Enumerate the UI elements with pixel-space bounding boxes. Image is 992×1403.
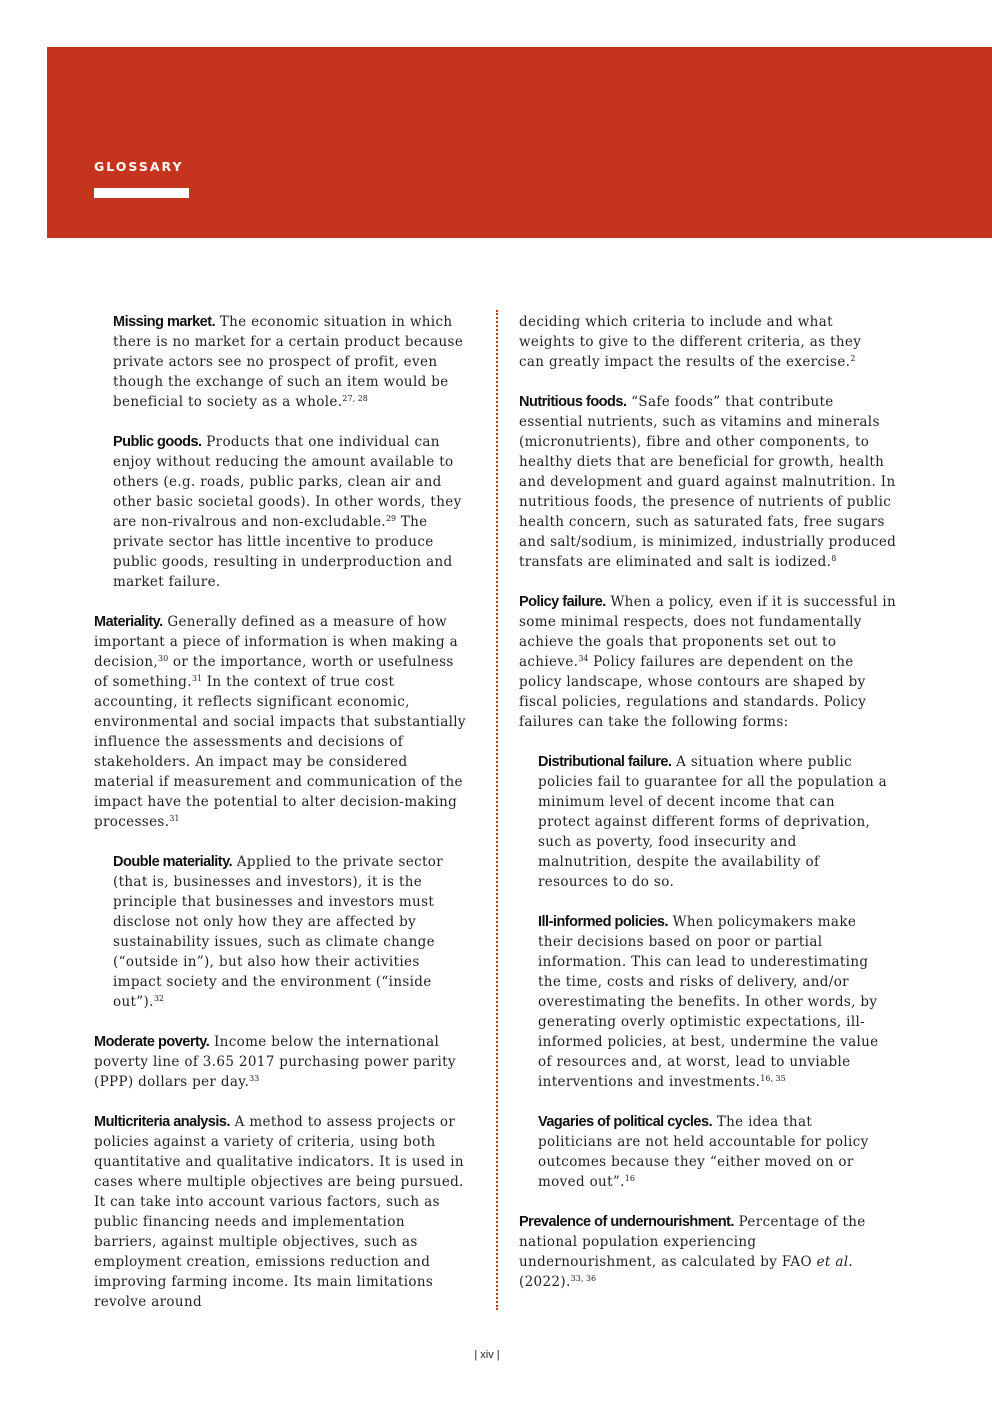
definition-ill-informed-policies: When policymakers make their decisions based on poor or partial information. This can lead to underestimating the time, costs and risks of delivery, and/or overestimating the benefits. In other words, by generating overly optimistic expectations, ill-informed policies, at best, undermine the value of resources and, at worst, lead to unviable interventions and investments. — [538, 914, 879, 1090]
term-multicriteria-analysis: Multicriteria analysis. — [94, 1114, 230, 1130]
entry-vagaries-of-political-cycles — [538, 1112, 890, 1192]
term-ill-informed-policies: Ill-informed policies. — [538, 914, 668, 930]
reference-note: 33 — [249, 1074, 260, 1083]
reference-note: 34 — [578, 654, 589, 663]
definition-materiality-cont: or the importance, worth or usefulness of something. — [94, 654, 454, 690]
italic-et-al: et al. — [816, 1254, 854, 1270]
term-distributional-failure: Distributional failure. — [538, 754, 672, 770]
entry-multicriteria-analysis — [94, 1112, 464, 1312]
definition-nutritious-foods: “Safe foods” that contribute essential nutrients, such as vitamins and minerals (micronutrients), fibre and other components, to healthy diets that are beneficial for growth, health and development and guard against malnutrition. In nutritious foods, the presence of nutrients of public health concern, such as saturated fats, free sugars and salt/sodium, is minimized, industrially produced transfats are eliminated and salt is iodized. — [519, 394, 897, 570]
reference-note: 27, 28 — [342, 394, 368, 403]
definition-public-goods-cont: The private sector has little incentive to produce public goods, resulting in underproduction and market failure. — [113, 514, 453, 590]
entry-materiality — [94, 612, 466, 832]
reference-note: 31 — [169, 814, 180, 823]
definition-materiality: Generally defined as a measure of how important a piece of information is when making a decision, — [94, 614, 459, 670]
definition-prevalence-of-undernourishment: Percentage of the national population experiencing undernourishment, as calculated by FAO — [519, 1214, 866, 1270]
definition-policy-failure: When a policy, even if it is successful in some minimal respects, does not fundamentally achieve the goals that proponents set out to achieve. — [519, 594, 897, 670]
page-title: GLOSSARY — [94, 159, 184, 174]
reference-note: 8 — [831, 554, 837, 563]
entry-multicriteria-continued — [519, 312, 874, 372]
entry-double-materiality — [113, 852, 458, 1012]
reference-note: 33, 36 — [570, 1274, 597, 1283]
term-prevalence-of-undernourishment: Prevalence of undernourishment. — [519, 1214, 734, 1230]
left-column — [94, 312, 479, 1332]
entry-policy-failure — [519, 592, 899, 732]
definition-policy-failure-cont: Policy failures are dependent on the policy landscape, whose contours are shaped by fiscal policies, regulations and standards. Policy failures can take the following forms: — [519, 654, 867, 730]
entry-moderate-poverty — [94, 1032, 474, 1092]
term-nutritious-foods: Nutritious foods. — [519, 394, 627, 410]
definition-double-materiality: Applied to the private sector (that is, businesses and investors), it is the principle that businesses and investors must disclose not only how they are affected by sustainability issues, such as climate change (“outside in”), but also how their activities impact society and the environment (“inside out”). — [113, 854, 444, 1010]
reference-note: 32 — [153, 994, 164, 1003]
entry-nutritious-foods — [519, 392, 899, 572]
term-materiality: Materiality. — [94, 614, 163, 630]
definition-multicriteria-analysis: A method to assess projects or policies against a variety of criteria, using both quantitative and qualitative indicators. It is used in cases where multiple objectives are being pursued. It can take into account various factors, such as public financing needs and implementation barriers, against multiple objectives, such as employment creation, emissions reduction and improving farming income. Its main limitations revolve around — [94, 1114, 464, 1310]
right-column — [519, 312, 907, 1312]
page-number: | xiv | — [474, 1349, 500, 1361]
reference-note: 16 — [624, 1174, 635, 1183]
reference-note: 2 — [850, 354, 856, 363]
reference-note: 31 — [191, 674, 203, 683]
definition-prevalence-cont: (2022). — [519, 1274, 571, 1290]
entry-prevalence-of-undernourishment — [519, 1212, 871, 1292]
term-vagaries-of-political-cycles: Vagaries of political cycles. — [538, 1114, 713, 1130]
term-missing-market: Missing market. — [113, 314, 216, 330]
entry-ill-informed-policies — [538, 912, 890, 1092]
reference-note: 16, 35 — [760, 1074, 786, 1083]
term-double-materiality: Double materiality. — [113, 854, 233, 870]
header-banner — [47, 47, 992, 238]
definition-multicriteria-continued: deciding which criteria to include and what weights to give to the different criteria, as they can greatly impact the results of the exercise. — [519, 314, 862, 370]
reference-note: 30 — [158, 654, 169, 663]
definition-materiality-cont2: In the context of true cost accounting, it reflects significant economic, environmental and social impacts that substantially influence the assessments and decisions of stakeholders. An impact may be considered material if measurement and communication of the impact have the potential to alter decision-making processes. — [94, 674, 466, 830]
term-moderate-poverty: Moderate poverty. — [94, 1034, 210, 1050]
column-divider — [496, 310, 498, 1310]
definition-moderate-poverty: Income below the international poverty line of 3.65 2017 purchasing power parity (PPP) dollars per day. — [94, 1034, 456, 1090]
title-underline — [94, 188, 189, 198]
entry-distributional-failure — [538, 752, 890, 892]
definition-distributional-failure: A situation where public policies fail to guarantee for all the population a minimum level of decent income that can protect against different forms of deprivation, such as poverty, food insecurity and malnutrition, despite the availability of resources to do so. — [538, 754, 888, 890]
term-policy-failure: Policy failure. — [519, 594, 606, 610]
entry-public-goods — [113, 432, 475, 592]
definition-public-goods: Products that one individual can enjoy without reducing the amount available to others (e.g. roads, public parks, clean air and other basic societal goods). In other words, they are non-rivalrous and non-excludable. — [113, 434, 462, 530]
term-public-goods: Public goods. — [113, 434, 202, 450]
definition-missing-market: The economic situation in which there is no market for a certain product because private actors see no prospect of profit, even though the exchange of such an item would be beneficial to society as a whole. — [113, 314, 464, 410]
definition-vagaries-of-political-cycles: The idea that politicians are not held accountable for policy outcomes because they “either moved on or moved out”. — [538, 1114, 869, 1190]
entry-missing-market — [113, 312, 473, 412]
reference-note: 29 — [385, 514, 397, 523]
